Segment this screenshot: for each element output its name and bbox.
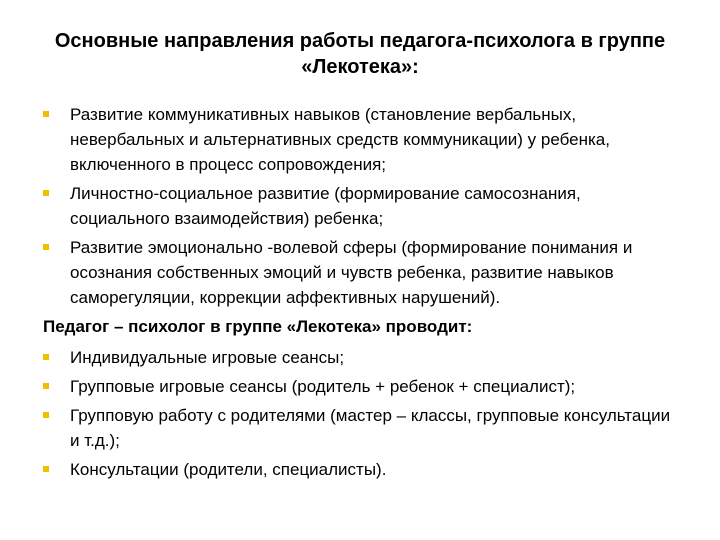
slide-title: Основные направления работы педагога-психолога в группе «Лекотека»: [54,30,666,78]
list-item: Развитие коммуникативных навыков (становление вербальных, невербальных и альтернативных средств коммуникации) у ребенка, включенного в процесс сопровождения; [40,102,680,177]
directions-list [40,102,680,310]
list-item: Групповые игровые сеансы (родитель + ребенок + специалист); [40,374,680,399]
list-item: Консультации (родители, специалисты). [40,457,680,482]
activities-list [40,345,680,482]
list-item: Групповую работу с родителями (мастер – классы, групповые консультации и т.д.); [40,403,680,453]
list-item: Личностно-социальное развитие (формирование самосознания, социального взаимодействия) ребенка; [40,181,680,231]
list-item: Индивидуальные игровые сеансы; [40,345,680,370]
list-item: Развитие эмоционально -волевой сферы (формирование понимания и осознания собственных эмоций и чувств ребенка, развитие навыков саморегуляции, коррекции аффективных нарушений). [40,235,680,310]
section-subheading: Педагог – психолог в группе «Лекотека» проводит: [43,317,473,336]
slide-content [40,102,680,486]
